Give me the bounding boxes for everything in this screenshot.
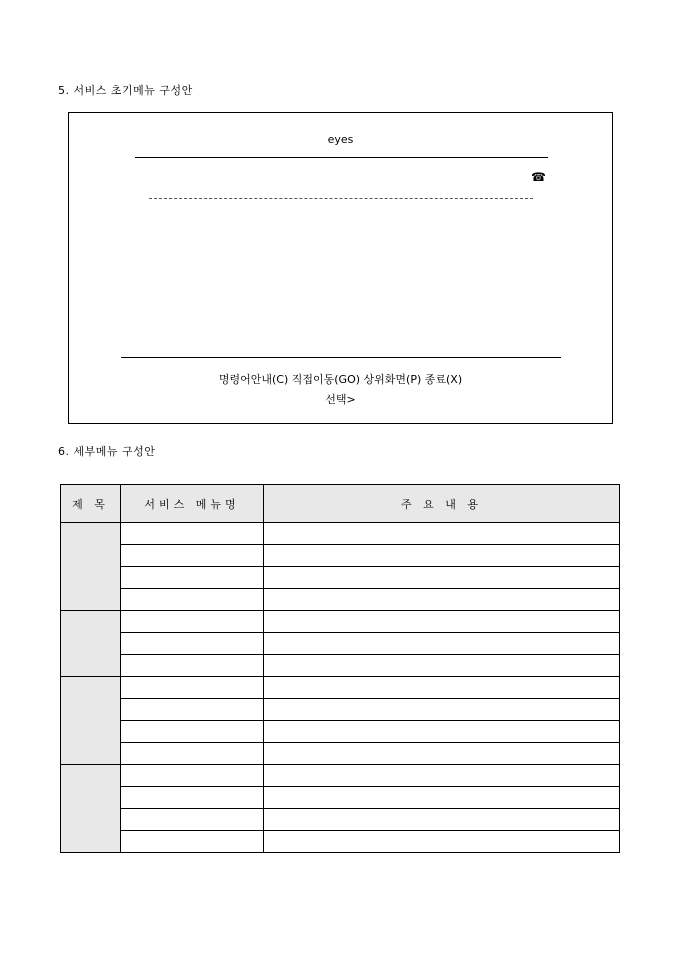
service-menu-name-cell [121, 721, 264, 743]
service-menu-name-cell [121, 765, 264, 787]
title-group-cell [61, 765, 121, 853]
service-menu-name-cell [121, 523, 264, 545]
main-content-cell [264, 677, 620, 699]
service-menu-name-cell [121, 567, 264, 589]
main-content-cell [264, 633, 620, 655]
main-content-cell [264, 831, 620, 853]
header-main-content: 주 요 내 용 [264, 485, 620, 523]
main-content-cell [264, 523, 620, 545]
table-row [61, 677, 620, 699]
service-menu-name-cell [121, 831, 264, 853]
header-service-menu-name: 서비스 메뉴명 [121, 485, 264, 523]
main-content-cell [264, 743, 620, 765]
table-row [61, 567, 620, 589]
table-row [61, 655, 620, 677]
main-content-cell [264, 787, 620, 809]
selection-prompt: 선택> [325, 393, 356, 406]
table-header-row [61, 485, 620, 523]
screen-title: eyes [327, 133, 354, 146]
table-row [61, 809, 620, 831]
service-menu-name-cell [121, 809, 264, 831]
title-group-cell [61, 611, 121, 677]
main-content-cell [264, 721, 620, 743]
title-group-cell [61, 677, 121, 765]
main-content-cell [264, 567, 620, 589]
main-content-cell [264, 699, 620, 721]
table-row [61, 589, 620, 611]
service-menu-name-cell [121, 545, 264, 567]
table-row [61, 545, 620, 567]
main-content-cell [264, 655, 620, 677]
service-menu-name-cell [121, 633, 264, 655]
title-group-cell [61, 523, 121, 611]
main-content-cell [264, 545, 620, 567]
main-content-cell [264, 589, 620, 611]
section-6-heading: 6. 세부메뉴 구성안 [58, 445, 156, 458]
table-row [61, 699, 620, 721]
table-row [61, 523, 620, 545]
table-row [61, 831, 620, 853]
header-title: 제 목 [61, 485, 121, 523]
table-row [61, 787, 620, 809]
main-content-cell [264, 611, 620, 633]
service-menu-name-cell [121, 743, 264, 765]
service-menu-name-cell [121, 611, 264, 633]
command-menu-line: 명령어안내(C) 직접이동(GO) 상위화면(P) 종료(X) [218, 373, 463, 386]
initial-menu-screen [68, 112, 613, 424]
service-menu-name-cell [121, 655, 264, 677]
detail-menu-table [60, 484, 620, 853]
service-menu-name-cell [121, 677, 264, 699]
main-content-cell [264, 765, 620, 787]
menu-divider [121, 357, 561, 358]
service-menu-name-cell [121, 787, 264, 809]
table-body [61, 523, 620, 853]
phone-icon: ☎ [531, 170, 546, 184]
table-row [61, 611, 620, 633]
table-row [61, 633, 620, 655]
section-5-heading: 5. 서비스 초기메뉴 구성안 [58, 84, 193, 97]
service-menu-name-cell [121, 699, 264, 721]
table-row [61, 721, 620, 743]
title-divider [135, 157, 548, 158]
main-content-cell [264, 809, 620, 831]
table-row [61, 765, 620, 787]
service-menu-name-cell [121, 589, 264, 611]
table-row [61, 743, 620, 765]
subtitle-divider [149, 198, 533, 199]
